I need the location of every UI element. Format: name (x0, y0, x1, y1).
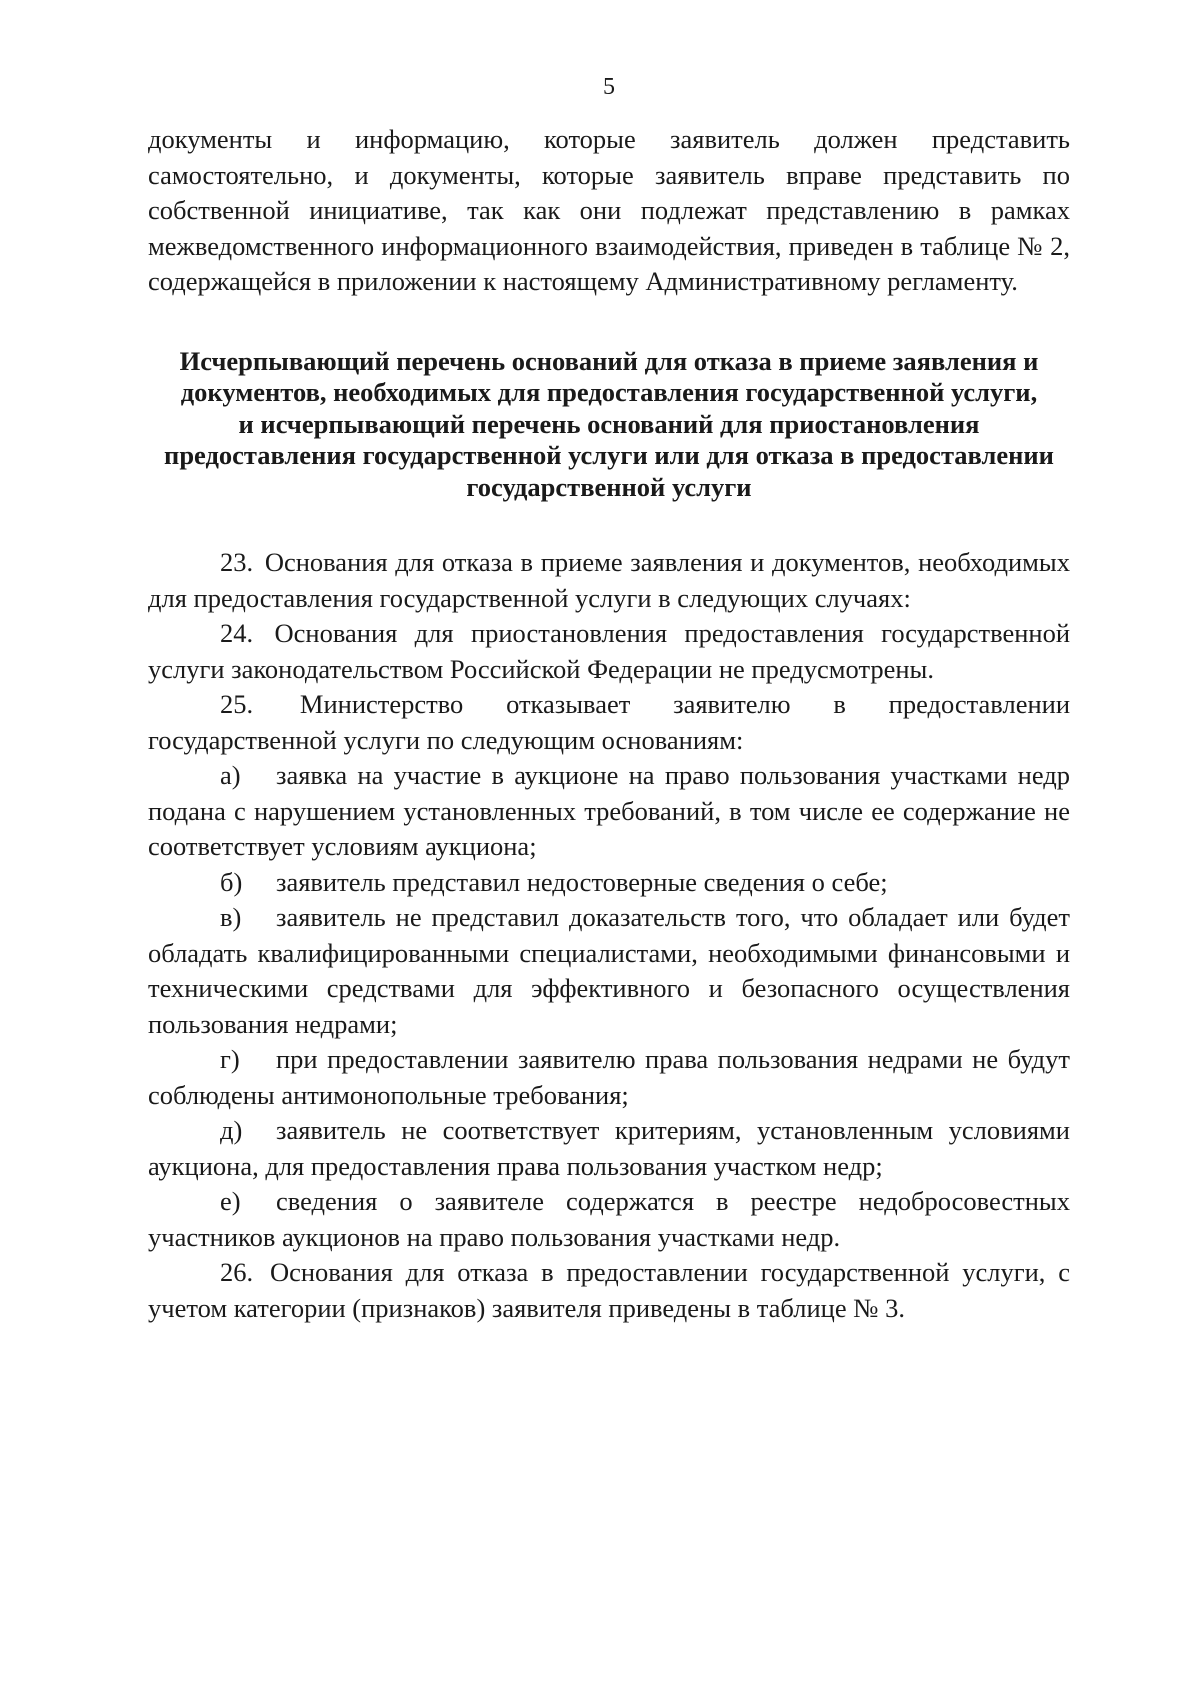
clause-text: Основания для отказа в предоставлении государственной услуги, с учетом категории (признаков) заявителя приведены в таблице № 3. (148, 1257, 1071, 1323)
heading-line: государственной услуги (466, 471, 752, 502)
item-letter: д) (220, 1115, 243, 1145)
clause-text: Министерство отказывает заявителю в предоставлении государственной услуги по следующим основаниям: (148, 689, 1070, 755)
clause-25 (148, 687, 1070, 758)
document-body (148, 122, 1070, 1326)
clause-number: 26. (220, 1257, 254, 1287)
heading-line: и исчерпывающий перечень оснований для приостановления (238, 408, 980, 439)
clause-23 (148, 545, 1070, 616)
list-item (148, 758, 1070, 865)
heading-line: документов, необходимых для предоставления государственной услуги, (180, 377, 1038, 407)
item-text: заявитель не соответствует критериям, установленным условиями аукциона, для предоставления права пользования участком недр; (148, 1115, 1070, 1181)
clause-text: Основания для отказа в приеме заявления и документов, необходимых для предоставления государственной услуги в следующих случаях: (148, 547, 1070, 613)
heading-line: предоставления государственной услуги или для отказа в предоставлении (164, 440, 1054, 470)
intro-paragraph: документы и информацию, которые заявитель должен представить самостоятельно, и документы, которые заявитель вправе представить по собственной инициативе, так как они подлежат представлению в рамках межведомственного информационного взаимодействия, приведен в таблице № 2, содержащейся в приложении к настоящему Административному регламенту. (148, 124, 1070, 296)
clause-number: 23. (220, 547, 254, 577)
section-heading (148, 346, 1070, 504)
item-text: при предоставлении заявителю права пользования недрами не будут соблюдены антимонопольные требования; (148, 1044, 1070, 1110)
list-item (148, 1042, 1070, 1113)
item-letter: в) (220, 902, 242, 932)
item-letter: б) (220, 866, 243, 897)
item-text: сведения о заявителе содержатся в реестре недобросовестных участников аукционов на право пользования участками недр. (148, 1186, 1070, 1252)
page-number: 5 (603, 74, 615, 100)
item-letter: г) (220, 1044, 240, 1074)
clauses-section (148, 545, 1070, 1326)
item-letter: е) (220, 1186, 241, 1216)
item-text: заявитель не представил доказательств того, что обладает или будет обладать квалифицированными специалистами, необходимыми финансовыми и техническими средствами для эффективного и безопасного осуществления пользования недрами; (148, 902, 1070, 1039)
clause-24 (148, 616, 1070, 687)
item-letter: а) (220, 760, 241, 790)
item-text: заявка на участие в аукционе на право пользования участками недр подана с нарушением установленных требований, в том числе ее содержание не соответствует условиям аукциона; (148, 760, 1070, 861)
clause-26 (148, 1255, 1070, 1326)
list-item (148, 1184, 1070, 1255)
list-item (148, 1113, 1070, 1184)
clause-number: 24. (220, 618, 254, 648)
clause-number: 25. (220, 689, 254, 719)
list-item (148, 865, 1070, 901)
heading-line: Исчерпывающий перечень оснований для отказа в приеме заявления и (179, 345, 1039, 376)
item-text: заявитель представил недостоверные сведения о себе; (276, 866, 888, 897)
list-item (148, 900, 1070, 1042)
clause-text: Основания для приостановления предоставления государственной услуги законодательством Российской Федерации не предусмотрены. (148, 618, 1070, 684)
